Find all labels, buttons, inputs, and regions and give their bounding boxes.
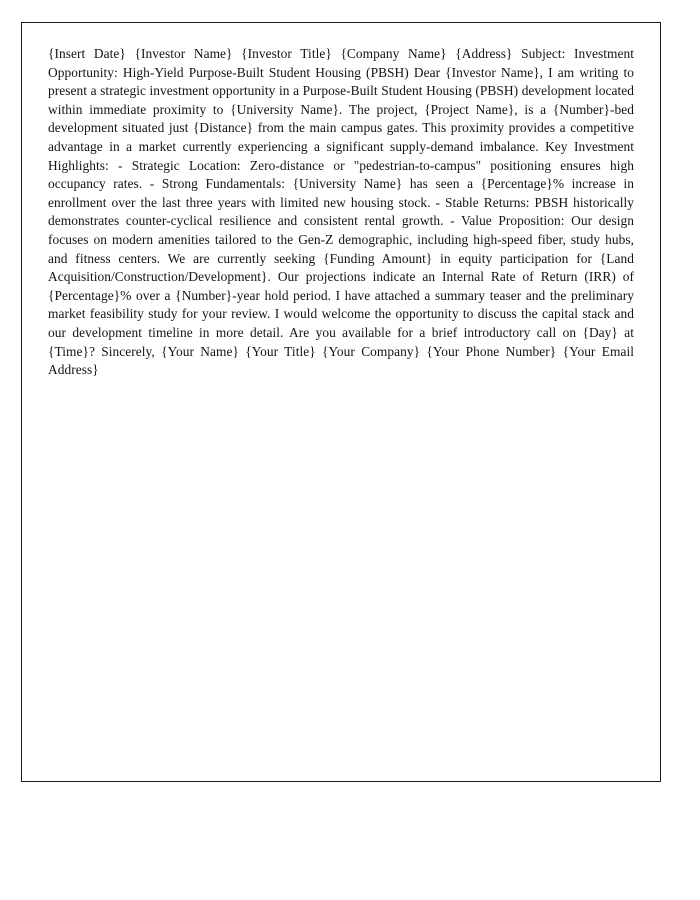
letter-body-paragraph: {Insert Date} {Investor Name} {Investor Title} {Company Name} {Address} Subject: Investment Opportunity: High-Yield Purpose-Built Student Housing (PBSH) Dear {Investor Name}, I am writing to present a strategic investment opportunity in a Purpose-Built Student Housing (PBSH) development located within immediate proximity to {University Name}. The project, {Project Name}, is a {Number}-bed development situated just {Distance} from the main campus gates. This proximity provides a competitive advantage in a market currently experiencing a significant supply-demand imbalance. Key Investment Highlights: - Strategic Location: Zero-distance or "pedestrian-to-campus" positioning ensures high occupancy rates. - Strong Fundamentals: {University Name} has seen a {Percentage}% increase in enrollment over the last three years with limited new housing stock. - Stable Returns: PBSH historically demonstrates counter-cyclical resilience and consistent rental growth. - Value Proposition: Our design focuses on modern amenities tailored to the Gen-Z demographic, including high-speed fiber, study hubs, and fitness centers. We are currently seeking {Funding Amount} in equity participation for {Land Acquisition/Construction/Development}. Our projections indicate an Internal Rate of Return (IRR) of {Percentage}% over a {Number}-year hold period. I have attached a summary teaser and the preliminary market feasibility study for your review. I would welcome the opportunity to discuss the capital stack and our development timeline in more detail. Are you available for a brief introductory call on {Day} at {Time}? Sincerely, {Your Name} {Your Title} {Your Company} {Your Phone Number} {Your Email Address} [48, 46, 634, 378]
page-border-frame [21, 22, 661, 782]
document-text-block [48, 45, 634, 380]
